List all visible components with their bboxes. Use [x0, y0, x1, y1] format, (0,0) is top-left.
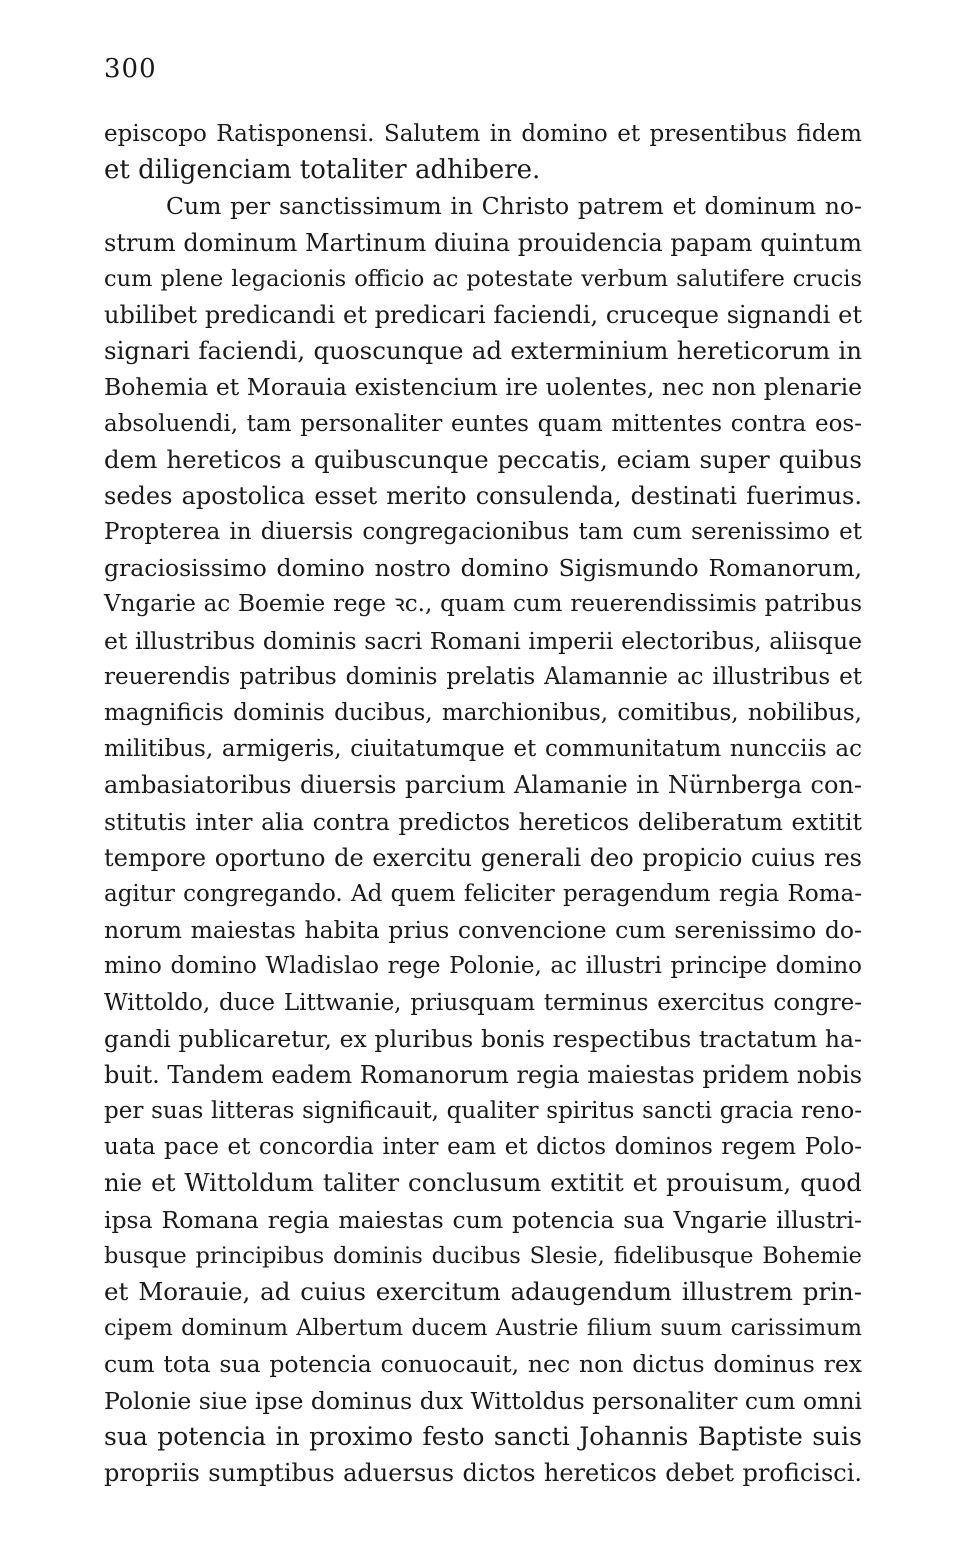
page-number: 300: [104, 54, 157, 84]
text-line: norum maiestas habita prius convencione cum serenissimo do-: [104, 916, 862, 945]
text-line: Cum per sanctissimum in Christo patrem et dominum no-: [166, 192, 862, 221]
text-line: signari faciendi, quoscunque ad exterminium hereticorum in: [104, 336, 862, 366]
text-line: nie et Wittoldum taliter conclusum extitit et prouisum, quod: [104, 1168, 862, 1198]
text-line: agitur congregando. Ad quem feliciter peragendum regia Roma-: [104, 880, 862, 907]
text-line: cipem dominum Albertum ducem Austrie filium suum carissimum: [104, 1315, 862, 1342]
text-line: buit. Tandem eadem Romanorum regia maiestas pridem nobis: [104, 1060, 863, 1089]
text-line: stitutis inter alia contra predictos hereticos deliberatum extitit: [104, 807, 862, 836]
text-line: ipsa Romana regia maiestas cum potencia sua Vngarie illustri-: [104, 1205, 862, 1234]
text-line: Propterea in diuersis congregacionibus tam cum serenissimo et: [104, 519, 862, 546]
text-line: per suas litteras significauit, qualiter spiritus sancti gracia reno-: [104, 1098, 862, 1125]
text-line: strum dominum Martinum diuina prouidencia papam quintum: [104, 228, 862, 257]
text-line: sua potencia in proximo festo sancti Johannis Baptiste suis: [104, 1421, 862, 1451]
text-line: episcopo Ratisponensi. Salutem in domino et presentibus fidem: [104, 121, 862, 147]
text-block: [104, 116, 862, 1491]
text-line: militibus, armigeris, ciuitatumque et communitatum nuncciis ac: [104, 736, 862, 763]
text-line: ubilibet predicandi et predicari faciendi, cruceque signandi et: [104, 300, 862, 329]
text-line: ambasiatoribus diuersis parcium Alamanie in Nürnberga con-: [104, 771, 862, 800]
text-line: magnificis dominis ducibus, marchionibus, comitibus, nobilibus,: [104, 700, 862, 726]
text-line: cum tota sua potencia conuocauit, nec non dictus dominus rex: [104, 1350, 862, 1379]
text-line: Wittoldo, duce Littwanie, priusquam terminus exercitus congre-: [104, 989, 862, 1016]
text-line: uata pace et concordia inter eam et dictos dominos regem Polo-: [104, 1134, 862, 1161]
text-line: reuerendis patribus dominis prelatis Alamannie ac illustribus et: [104, 663, 862, 690]
text-line: Polonie siue ipse dominus dux Wittoldus personaliter cum omni: [104, 1386, 862, 1415]
text-line: absoluendi, tam personaliter euntes quam mittentes contra eos-: [104, 410, 862, 437]
text-line: mino domino Wladislao rege Polonie, ac illustri principe domino: [104, 953, 862, 980]
text-line: propriis sumptibus aduersus dictos hereticos debet proficisci.: [104, 1458, 862, 1487]
text-line: Vngarie ac Boemie rege ꝛc., quam cum reuerendissimis patribus: [104, 591, 862, 618]
text-line: dem hereticos a quibuscunque peccatis, eciam super quibus: [104, 444, 862, 474]
text-line: et illustribus dominis sacri Romani imperii electoribus, aliisque: [104, 626, 862, 655]
text-line: busque principibus dominis ducibus Slesie, fidelibusque Bohemie: [104, 1242, 862, 1269]
text-line: sedes apostolica esset merito consulenda, destinati fuerimus.: [104, 481, 862, 510]
text-line: et Morauie, ad cuius exercitum adaugendum illustrem prin-: [104, 1277, 862, 1306]
text-line: gandi publicaretur, ex pluribus bonis respectibus tractatum ha-: [104, 1024, 862, 1053]
text-line: et diligenciam totaliter adhibere.: [104, 155, 541, 186]
text-line: Bohemia et Morauia existencium ire uolentes, nec non plenarie: [104, 373, 862, 402]
text-line: cum plene legacionis officio ac potestate verbum salutifere crucis: [104, 265, 862, 292]
text-line: graciosissimo domino nostro domino Sigismundo Romanorum,: [104, 554, 862, 583]
text-line: tempore oportuno de exercitu generali deo propicio cuius res: [104, 843, 862, 872]
